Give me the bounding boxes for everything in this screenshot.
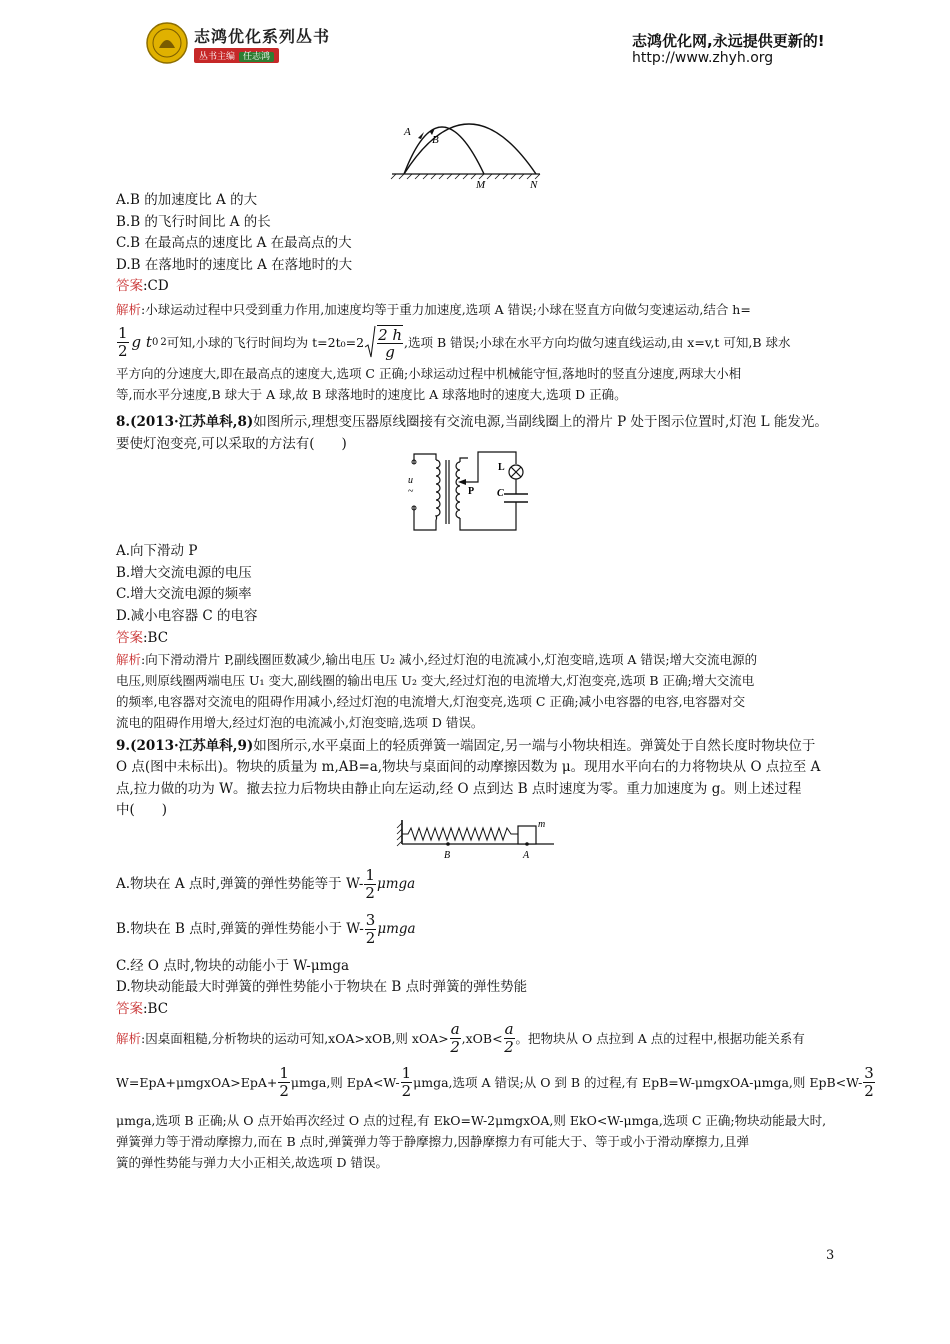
q9-number: 9.(2013·江苏单科,9): [116, 738, 254, 754]
q7-option-b: B.B 的飞行时间比 A 的长: [116, 214, 271, 230]
jiexi-label: 解析: [116, 652, 142, 667]
exp-line: 平方向的分速度大,即在最高点的速度大,选项 C 正确;小球运动过程中机械能守恒,落地时的竖直分速度,两球大小相: [116, 366, 742, 381]
sqrt-fraction: [377, 325, 403, 360]
answer-value: :BC: [143, 1001, 169, 1017]
frac-num: 3: [864, 1063, 874, 1082]
frac-den: 2: [504, 1037, 514, 1056]
exp-text: 可知,小球的飞行时间均为 t=2t₀=2: [166, 334, 365, 350]
frac-den: 2: [365, 883, 375, 902]
exp-text: :因桌面粗糙,分析物块的运动可知,xOA>xOB,则 xOA>: [141, 1030, 449, 1046]
page-number: 3: [826, 1248, 835, 1263]
exp-line: [116, 299, 832, 320]
q9-stem-line-3: 点,拉力做的功为 W。撤去拉力后物块由静止向左运动,经 O 点到达 B 点时速度为零。重力加速度为 g。则上述过程: [116, 781, 802, 797]
spring-icon: [402, 828, 518, 840]
exp-text: ,选项 B 错误;小球在水平方向均做匀速直线运动,由 x=v,t 可知,B 球水: [404, 334, 791, 350]
exp-line: 簧的弹性势能与弹力大小正相关,故选项 D 错误。: [116, 1155, 388, 1170]
q8-option-d: D.减小电容器 C 的电容: [116, 608, 258, 624]
sqrt-num: 2 h: [378, 325, 403, 344]
fraction: [364, 867, 376, 902]
jiexi-label: 解析: [116, 302, 142, 317]
frac-den: 2: [279, 1081, 289, 1100]
block-icon: [518, 826, 536, 844]
opt-text: A.物块在 A 点时,弹簧的弹性势能等于 W-: [116, 876, 364, 892]
opt-text: B.物块在 B 点时,弹簧的弹性势能小于 W-: [116, 921, 364, 937]
q8-option-a: A.向下滑动 P: [116, 543, 198, 559]
q7-answer: [116, 276, 169, 296]
transformer-circuit-figure: [400, 450, 550, 540]
exp-line: μmga,选项 B 正确;从 O 点开始再次经过 O 点的过程,有 EkO=W-2μmgxOA,则 EkO<W-μmga,选项 C 正确;物块动能最大时,: [116, 1113, 827, 1128]
answer-label: 答案: [116, 630, 143, 646]
q9-answer: [116, 999, 168, 1019]
site-slogan: 志鸿优化网,永远提供更新的!: [632, 32, 825, 50]
gt-term: g t: [131, 332, 152, 351]
label-n: N: [530, 179, 538, 191]
page-header: [0, 0, 950, 80]
frac-num: a: [504, 1019, 514, 1038]
q9-stem-line-1: [116, 736, 815, 756]
q8-answer: [116, 628, 168, 648]
fraction-half: [117, 325, 129, 360]
q8-stem-line-2: 要使灯泡变亮,可以采取的方法有( ): [116, 436, 347, 452]
fraction: [278, 1065, 290, 1100]
label-p: P: [468, 486, 475, 497]
fraction: [401, 1065, 413, 1100]
exp-text: W=EpA+μmgxOA>EpA+: [116, 1074, 278, 1090]
trajectory-a: [404, 127, 484, 174]
label-m: m: [538, 819, 546, 830]
q8-option-c: C.增大交流电源的频率: [116, 586, 252, 602]
exp-text: ,xOB<: [461, 1030, 503, 1046]
label-b: B: [432, 134, 439, 146]
exp-line: 流电的阻碍作用增大,经过灯泡的电流减小,灯泡变暗,选项 D 错误。: [116, 715, 484, 730]
q8-option-b: B.增大交流电源的电压: [116, 565, 252, 581]
projectile-figure: [388, 108, 568, 192]
q9-option-b: [116, 909, 416, 949]
sqrt-expression: [364, 325, 404, 360]
frac-num: a: [450, 1019, 460, 1038]
q8-stem-line-1: [116, 412, 828, 432]
q7-option-c: C.B 在最高点的速度比 A 在最高点的大: [116, 235, 352, 251]
label-tilde: ~: [408, 486, 414, 497]
sqrt-den: g: [385, 342, 395, 361]
frac-den: 2: [864, 1081, 874, 1100]
q9-stem-text: 如图所示,水平桌面上的轻质弹簧一端固定,另一端与小物块相连。弹簧处于自然长度时物块位于: [253, 738, 816, 754]
spring-block-figure: [396, 818, 558, 862]
seal-logo-icon: [146, 22, 188, 64]
answer-value: :CD: [143, 278, 169, 294]
jiexi-label: 解析: [116, 1030, 142, 1046]
label-a: A: [523, 850, 530, 861]
site-url-link[interactable]: http://www.zhyh.org: [632, 50, 774, 66]
exp-text: 。把物块从 O 点拉到 A 点的过程中,根据功能关系有: [515, 1030, 805, 1046]
q7-option-d: D.B 在落地时的速度比 A 在落地时的大: [116, 257, 353, 273]
label-m: M: [476, 179, 486, 191]
q9-option-a: [116, 864, 415, 904]
q9-stem-line-2: O 点(图中未标出)。物块的质量为 m,AB=a,物块与桌面间的动摩擦因数为 μ。现用水平向右的力将物块从 O 点拉至 A: [116, 759, 821, 775]
editor-name: 任志鸿: [239, 52, 274, 62]
label-l: L: [498, 462, 505, 473]
frac-num: 1: [365, 865, 375, 884]
sub-zero: 0: [151, 336, 159, 348]
exp-line: 等,而水平分速度,B 球大于 A 球,故 B 球落地时的速度比 A 球落地时的速度大,选项 D 正确。: [116, 387, 627, 402]
q9-explanation: [116, 1018, 874, 1173]
exp-line: [116, 1018, 832, 1058]
frac-num: 1: [401, 1063, 412, 1082]
series-title: 志鸿优化系列丛书: [194, 27, 331, 46]
q8-number: 8.(2013·江苏单科,8): [116, 414, 254, 430]
exp-line: [116, 1060, 874, 1104]
label-c: C: [497, 488, 504, 499]
q8-explanation: [116, 649, 832, 733]
q7-option-a: A.B 的加速度比 A 的大: [116, 192, 258, 208]
label-u: u: [408, 475, 413, 486]
label-b: B: [444, 850, 451, 861]
fraction: [450, 1021, 461, 1056]
series-sub-label: 丛书主编: [199, 52, 236, 62]
exp-text: μmga,则 EpA<W-: [290, 1074, 400, 1090]
q8-stem-text: 如图所示,理想变压器原线圈接有交流电源,当副线圈上的滑片 P 处于图示位置时,灯泡 L 能发光。: [253, 414, 828, 430]
fraction: [504, 1021, 515, 1056]
exp-formula-line: [116, 324, 832, 360]
opt-text: μmga: [377, 921, 416, 937]
answer-label: 答案: [116, 278, 143, 294]
exp-line: 电压,则原线圈两端电压 U₁ 变大,副线圈的输出电压 U₂ 变大,经过灯泡的电流增大,灯泡变亮,选项 B 正确;增大交流电: [116, 673, 755, 688]
exp-line: [116, 649, 832, 670]
opt-text: μmga: [376, 876, 416, 892]
exp-text: :向下滑动滑片 P,副线圈匝数减少,输出电压 U₂ 减小,经过灯泡的电流减小,灯泡变暗,选项 A 错误;增大交流电源的: [141, 652, 758, 667]
exp-line: 的频率,电容器对交流电的阻碍作用减小,经过灯泡的电流增大,灯泡变亮,选项 C 正确;减小电容器的电容,电容器对交: [116, 694, 746, 709]
answer-label: 答案: [116, 1001, 143, 1017]
sup-two: 2: [160, 336, 167, 348]
q9-stem-line-4: 中( ): [116, 802, 168, 818]
frac-num: 1: [118, 323, 128, 342]
answer-value: :BC: [143, 630, 169, 646]
frac-num: 3: [365, 910, 376, 929]
fraction: [863, 1065, 875, 1100]
frac-den: 2: [401, 1081, 412, 1100]
exp-line: 弹簧弹力等于滑动摩擦力,而在 B 点时,弹簧弹力等于静摩擦力,因静摩擦力有可能大于、等于或小于滑动摩擦力,且弹: [116, 1134, 750, 1149]
frac-num: 1: [279, 1063, 289, 1082]
sqrt-sign-icon: [364, 325, 376, 359]
fraction: [365, 912, 377, 947]
series-editor-badge: [194, 48, 279, 63]
frac-den: 2: [365, 928, 376, 947]
frac-den: 2: [118, 341, 128, 360]
exp-text: μmga,选项 A 错误;从 O 到 B 的过程,有 EpB=W-μmgxOA-μmga,则 EpB<W-: [413, 1074, 863, 1090]
q7-explanation: [116, 299, 832, 405]
exp-text: :小球运动过程中只受到重力作用,加速度均等于重力加速度,选项 A 错误;小球在竖直方向做匀变速运动,结合 h=: [141, 302, 751, 317]
q9-option-d: D.物块动能最大时弹簧的弹性势能小于物块在 B 点时弹簧的弹性势能: [116, 979, 528, 995]
frac-den: 2: [450, 1037, 460, 1056]
q9-option-c: C.经 O 点时,物块的动能小于 W-μmga: [116, 958, 350, 974]
label-a: A: [404, 126, 411, 138]
